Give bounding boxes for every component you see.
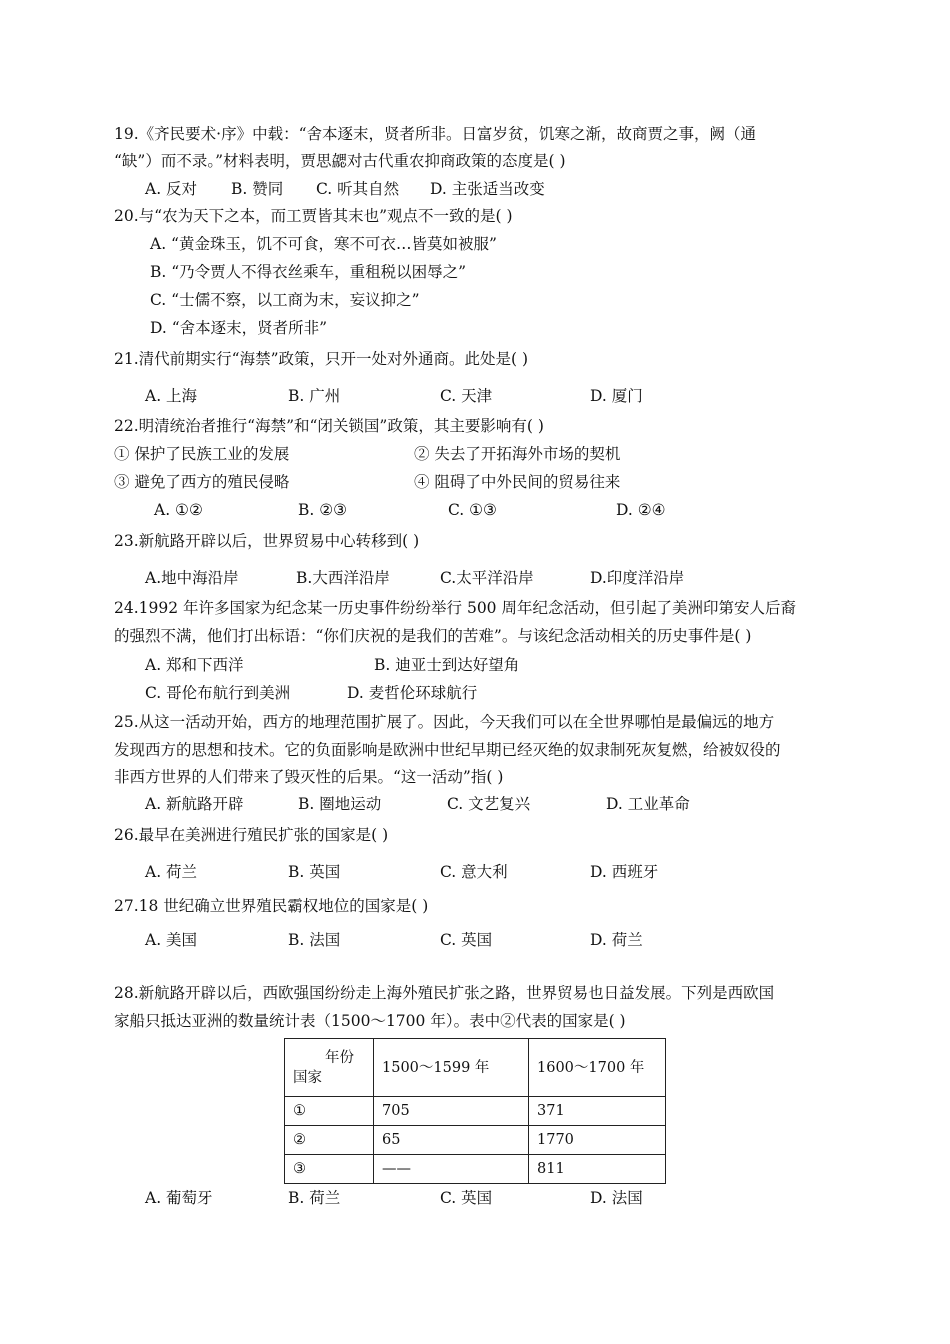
q26-option-a: A. 荷兰 (145, 863, 198, 881)
q26-option-d: D. 西班牙 (590, 863, 659, 881)
q21-option-c: C. 天津 (440, 387, 493, 405)
header-year-label: 年份 (325, 1049, 354, 1066)
table-header-row (285, 1039, 666, 1097)
q24-option-d: D. 麦哲伦环球航行 (347, 684, 478, 702)
ship-count-table (284, 1038, 666, 1184)
table-row (285, 1097, 666, 1126)
q19-option-d: D. 主张适当改变 (430, 180, 545, 198)
row-label: ② (285, 1126, 374, 1155)
q23-option-a: A.地中海沿岸 (145, 569, 239, 587)
header-col-1600-1700: 1600～1700 年 (529, 1039, 666, 1097)
question-26-stem: 26.最早在美洲进行殖民扩张的国家是( ) (114, 826, 389, 844)
q26-option-b: B. 英国 (288, 863, 341, 881)
question-28-stem-cont: 家船只抵达亚洲的数量统计表（1500～1700 年）。表中②代表的国家是( ) (114, 1012, 626, 1030)
q22-option-c: C. ①③ (448, 501, 497, 519)
q28-option-a: A. 葡萄牙 (145, 1189, 213, 1207)
table-row (285, 1126, 666, 1155)
q20-option-a: A. “黄金珠玉，饥不可食，寒不可衣…皆莫如被服” (150, 235, 497, 253)
header-country-label: 国家 (293, 1069, 322, 1086)
q20-option-b: B. “乃令贾人不得衣丝乘车，重租税以困辱之” (150, 263, 467, 281)
q24-option-a: A. 郑和下西洋 (145, 656, 244, 674)
q25-option-d: D. 工业革命 (606, 795, 690, 813)
row-label: ① (285, 1097, 374, 1126)
row-value-1500: —— (374, 1155, 529, 1184)
question-24-stem-cont: 的强烈不满，他们打出标语：“你们庆祝的是我们的苦难”。与该纪念活动相关的历史事件是( ) (114, 627, 752, 645)
q28-option-c: C. 英国 (440, 1189, 493, 1207)
question-24-stem: 24.1992 年许多国家为纪念某一历史事件纷纷举行 500 周年纪念活动，但引起了美洲印第安人后裔 (114, 599, 796, 617)
q22-item-1: ① 保护了民族工业的发展 (114, 445, 290, 463)
q27-option-b: B. 法国 (288, 931, 341, 949)
q28-option-b: B. 荷兰 (288, 1189, 341, 1207)
q19-option-b: B. 赞同 (231, 180, 284, 198)
question-23-stem: 23.新航路开辟以后，世界贸易中心转移到( ) (114, 532, 420, 550)
row-value-1500: 705 (374, 1097, 529, 1126)
table-row (285, 1155, 666, 1184)
q19-option-c: C. 听其自然 (316, 180, 400, 198)
question-19-stem: 19.《齐民要术·序》中载：“舍本逐末，贤者所非。日富岁贫，饥寒之渐，故商贾之事，阙（通 (114, 125, 757, 143)
q20-option-c: C. “士儒不察，以工商为末，妄议抑之” (150, 291, 420, 309)
q24-option-c: C. 哥伦布航行到美洲 (145, 684, 291, 702)
q24-option-b: B. 迪亚士到达好望角 (374, 656, 520, 674)
q23-option-c: C.太平洋沿岸 (440, 569, 534, 587)
question-28-stem: 28.新航路开辟以后，西欧强国纷纷走上海外殖民扩张之路，世界贸易也日益发展。下列是西欧国 (114, 984, 775, 1002)
question-25-stem-cont2: 非西方世界的人们带来了毁灭性的后果。“这一活动”指( ) (114, 768, 504, 786)
question-22-stem: 22.明清统治者推行“海禁”和“闭关锁国”政策，其主要影响有( ) (114, 417, 544, 435)
question-21-stem: 21.清代前期实行“海禁”政策，只开一处对外通商。此处是( ) (114, 350, 529, 368)
header-col-1500-1599: 1500～1599 年 (374, 1039, 529, 1097)
q26-option-c: C. 意大利 (440, 863, 508, 881)
question-25-stem: 25.从这一活动开始，西方的地理范围扩展了。因此，今天我们可以在全世界哪怕是最偏远的地方 (114, 713, 775, 731)
row-value-1500: 65 (374, 1126, 529, 1155)
q25-option-b: B. 圈地运动 (298, 795, 382, 813)
q27-option-c: C. 英国 (440, 931, 493, 949)
q19-option-a: A. 反对 (145, 180, 198, 198)
question-25-stem-cont1: 发现西方的思想和技术。它的负面影响是欧洲中世纪早期已经灭绝的奴隶制死灰复燃，给被奴役的 (114, 741, 781, 759)
q22-item-3: ③ 避免了西方的殖民侵略 (114, 473, 290, 491)
q22-item-2: ② 失去了开拓海外市场的契机 (414, 445, 621, 463)
row-label: ③ (285, 1155, 374, 1184)
q27-option-d: D. 荷兰 (590, 931, 643, 949)
table-corner-cell (285, 1039, 374, 1097)
q20-option-d: D. “舍本逐末，贤者所非” (150, 319, 328, 337)
q22-item-4: ④ 阻碍了中外民间的贸易往来 (414, 473, 621, 491)
q28-option-d: D. 法国 (590, 1189, 643, 1207)
q21-option-a: A. 上海 (145, 387, 198, 405)
q22-option-a: A. ①② (154, 501, 203, 519)
q23-option-b: B.大西洋沿岸 (296, 569, 390, 587)
question-27-stem: 27.18 世纪确立世界殖民霸权地位的国家是( ) (114, 897, 429, 915)
question-19-stem-cont: “缺”）而不录。”材料表明，贾思勰对古代重农抑商政策的态度是( ) (114, 152, 566, 170)
q25-option-c: C. 文艺复兴 (447, 795, 531, 813)
row-value-1600: 371 (529, 1097, 666, 1126)
q27-option-a: A. 美国 (145, 931, 198, 949)
q22-option-b: B. ②③ (298, 501, 348, 519)
q21-option-d: D. 厦门 (590, 387, 643, 405)
q23-option-d: D.印度洋沿岸 (590, 569, 685, 587)
q22-option-d: D. ②④ (616, 501, 666, 519)
q25-option-a: A. 新航路开辟 (145, 795, 244, 813)
q21-option-b: B. 广州 (288, 387, 341, 405)
question-20-stem: 20.与“农为天下之本，而工贾皆其末也”观点不一致的是( ) (114, 207, 513, 225)
row-value-1600: 811 (529, 1155, 666, 1184)
row-value-1600: 1770 (529, 1126, 666, 1155)
